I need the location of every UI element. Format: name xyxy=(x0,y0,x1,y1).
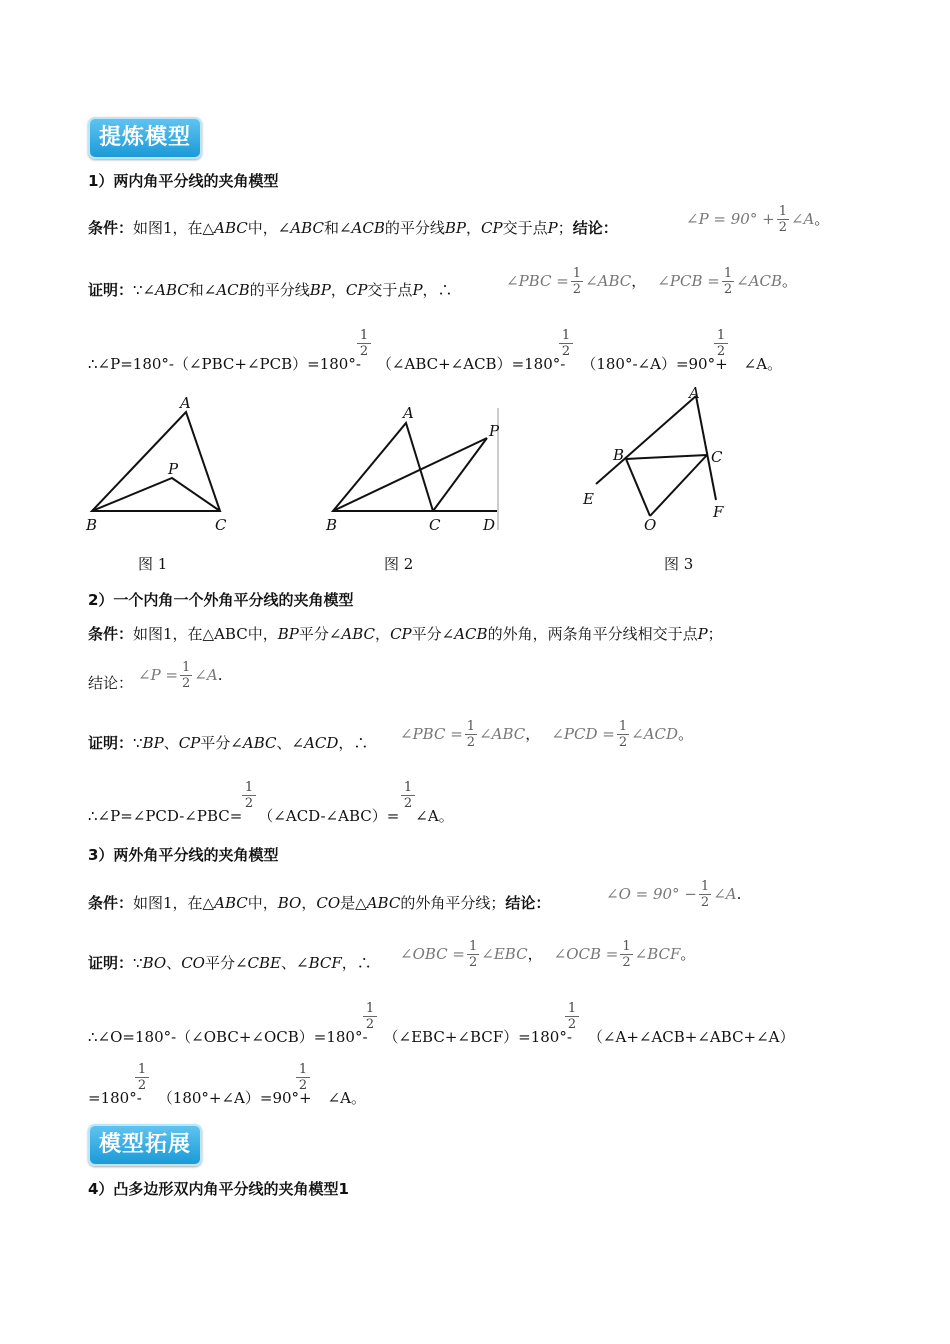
section-2-title: 2）一个内角一个外角平分线的夹角模型 xyxy=(88,591,354,609)
fraction-half: $\frac{1}{2}$ xyxy=(466,719,476,750)
fig1-label-p: P xyxy=(168,460,179,478)
fraction-half: $\frac{1}{2}$ xyxy=(468,939,478,970)
fig3-bisector-co xyxy=(650,455,707,516)
figure-1 xyxy=(92,412,220,511)
figure-1-caption: 图 1 xyxy=(138,555,168,573)
fraction-half-raised: 1 2 xyxy=(714,328,728,359)
section-1-conclusion-formula: ∠P = 90° + $\frac{1}{2}$ ∠A。 xyxy=(686,204,830,235)
section-2-proof-line1: 证明：∵BP、CP平分∠ABC、∠ACD，∴ xyxy=(88,734,369,752)
condition-label: 条件： xyxy=(88,625,134,643)
section-3-conclusion-formula: ∠O = 90° − $\frac{1}{2}$ ∠A. xyxy=(606,879,742,910)
figures-row xyxy=(0,380,950,540)
fraction-half-raised: 1 2 xyxy=(401,780,415,811)
fig1-bisectors-bp-cp xyxy=(92,478,220,511)
section-1-proof-formulas: ∠PBC = $\frac{1}{2}$ ∠ABC， ∠PCB = $\frac{1}{2}$ ∠ACB。 xyxy=(506,266,798,297)
section-2-conclusion-formula: ∠P = $\frac{1}{2}$ ∠A. xyxy=(138,660,223,691)
fraction-half-raised: 1 2 xyxy=(559,328,573,359)
section-badge-model-extension: 模型拓展 xyxy=(88,1124,202,1166)
fig3-side-bc xyxy=(626,455,707,459)
fig3-label-e: E xyxy=(583,490,594,508)
section-1-title: 1）两内角平分线的夹角模型 xyxy=(88,172,279,190)
figure-2 xyxy=(333,423,497,511)
section-4-title: 4）凸多边形双内角平分线的夹角模型1 xyxy=(88,1180,349,1198)
fig3-label-c: C xyxy=(711,448,723,466)
condition-label: 条件： xyxy=(88,219,134,237)
fig2-triangle-abc xyxy=(333,423,433,511)
fig2-bisector-bp xyxy=(333,438,487,511)
fig2-label-p: P xyxy=(489,422,500,440)
fraction-half: $\frac{1}{2}$ xyxy=(723,266,733,297)
fig2-label-c: C xyxy=(429,516,441,534)
section-3-proof-line3: =180°- （180°+∠A）=90°+ ∠A。 xyxy=(88,1089,367,1107)
fig1-label-a: A xyxy=(180,394,191,412)
fraction-half-raised: 1 2 xyxy=(135,1062,149,1093)
figure-2-caption: 图 2 xyxy=(384,555,414,573)
section-2-condition: 条件：如图1，在△ABC中，BP平分∠ABC，CP平分∠ACB的外角，两条角平分线相交于点P； xyxy=(88,625,723,643)
conclusion-label: 结论： xyxy=(572,219,618,237)
proof-label: 证明： xyxy=(88,281,134,299)
section-1-condition: 条件：如图1，在△ABC中，∠ABC和∠ACB的平分线BP，CP交于点P；结论： xyxy=(88,219,618,237)
conclusion-label: 结论： xyxy=(505,894,551,912)
section-2-conclusion-label: 结论： xyxy=(88,674,134,692)
fraction-half-raised: 1 2 xyxy=(565,1001,579,1032)
fig3-label-b: B xyxy=(613,446,625,464)
fraction-half-raised: 1 2 xyxy=(296,1062,310,1093)
fig3-bisector-bo xyxy=(626,459,650,516)
proof-label: 证明： xyxy=(88,954,134,972)
fraction-half-raised: 1 2 xyxy=(242,780,256,811)
fig1-label-c: C xyxy=(215,516,227,534)
proof-label: 证明： xyxy=(88,734,134,752)
fig1-label-b: B xyxy=(86,516,98,534)
fraction-half: $\frac{1}{2}$ xyxy=(622,939,631,970)
fig3-label-o: O xyxy=(644,516,657,534)
fraction-half-raised: 1 2 xyxy=(357,328,371,359)
fig3-line-ae xyxy=(596,396,696,484)
fraction-half: $\frac{1}{2}$ xyxy=(700,879,710,910)
fig2-label-b: B xyxy=(326,516,338,534)
fraction-half: $\frac{1}{2}$ xyxy=(618,719,628,750)
fig2-label-a: A xyxy=(403,404,414,422)
section-3-condition: 条件：如图1，在△ABC中，BO，CO是△ABC的外角平分线；结论： xyxy=(88,894,551,912)
section-badge-refine-model: 提炼模型 xyxy=(88,117,202,159)
fraction-half-raised: 1 2 xyxy=(363,1001,377,1032)
section-2-proof-formulas: ∠PBC = $\frac{1}{2}$ ∠ABC， ∠PCD = $\frac{1}{2}$ ∠ACD。 xyxy=(400,719,694,750)
section-3-proof-line1: 证明：∵BO、CO平分∠CBE、∠BCF，∴ xyxy=(88,954,372,972)
section-1-proof-line2: ∴∠P=180°-（∠PBC+∠PCB）=180°- （∠ABC+∠ACB）=180°- （180°-∠A）=90°+ ∠A。 xyxy=(88,355,783,373)
section-3-proof-line2: ∴∠O=180°-（∠OBC+∠OCB）=180°- （∠EBC+∠BCF）=180°- （∠A+∠ACB+∠ABC+∠A） xyxy=(88,1028,795,1046)
figure-3-caption: 图 3 xyxy=(664,555,694,573)
fig3-label-a: A xyxy=(689,384,700,402)
fig2-bisector-cp xyxy=(433,438,487,511)
fig2-label-d: D xyxy=(483,516,496,534)
fig3-label-f: F xyxy=(713,503,724,521)
fraction-half: $\frac{1}{2}$ xyxy=(778,204,787,235)
section-1-proof-line1: 证明：∵∠ABC和∠ACB的平分线BP，CP交于点P，∴ xyxy=(88,281,453,299)
fig1-triangle-abc xyxy=(92,412,220,511)
section-3-proof-formulas: ∠OBC = $\frac{1}{2}$ ∠EBC， ∠OCB = $\frac{1}{2}$ ∠BCF。 xyxy=(400,939,696,970)
condition-label: 条件： xyxy=(88,894,134,912)
section-2-proof-line2: ∴∠P=∠PCD-∠PBC= （∠ACD-∠ABC）= ∠A。 xyxy=(88,807,454,825)
fraction-half: $\frac{1}{2}$ xyxy=(572,266,582,297)
fraction-half: $\frac{1}{2}$ xyxy=(182,660,191,691)
section-3-title: 3）两外角平分线的夹角模型 xyxy=(88,846,279,864)
